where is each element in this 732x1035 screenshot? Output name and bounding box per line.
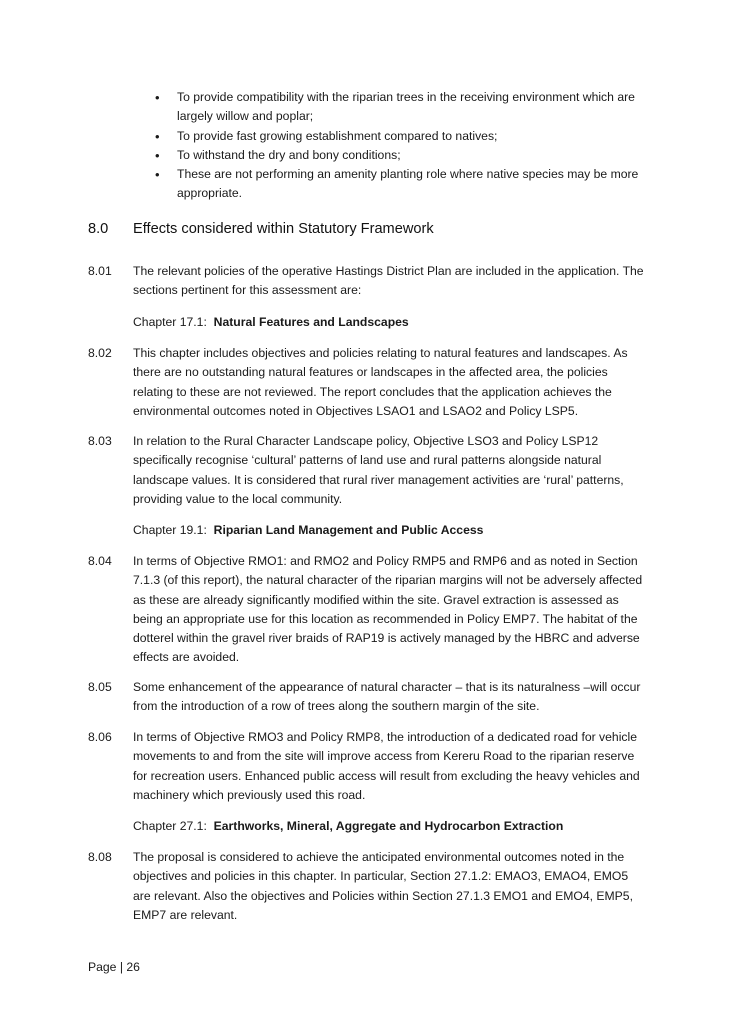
chapter-prefix: Chapter 27.1: [133,819,207,833]
paragraph-number: 8.06 [88,730,112,744]
paragraph-8-04 [88,552,648,668]
chapter-heading [133,313,409,332]
section-heading [88,219,434,239]
chapter-heading [133,817,563,836]
chapter-prefix: Chapter 19.1: [133,523,207,537]
bullet-item [155,165,645,204]
chapter-prefix: Chapter 17.1: [133,315,207,329]
chapter-title: Natural Features and Landscapes [213,315,409,329]
paragraph-8-05 [88,678,648,717]
paragraph-8-02 [88,344,648,421]
bullet-text: To provide compatibility with the riparian trees in the receiving environment which are largely willow and poplar; [177,90,635,124]
chapter-heading [133,521,483,540]
paragraph-number: 8.05 [88,680,112,694]
bullet-text: To withstand the dry and bony conditions; [177,147,401,162]
paragraph-number: 8.03 [88,434,112,448]
paragraph-8-01 [88,262,648,301]
paragraph-8-06 [88,728,648,805]
page-footer [88,958,140,977]
bullet-icon: • [155,167,160,183]
paragraph-text: In relation to the Rural Character Landscape policy, Objective LSO3 and Policy LSP12 specifically recognise ‘cultural’ patterns of land use and rural patterns alongside natural landscape values. It is considered that rural river management activities are ‘rural’ patterns, providing value to the local community. [133,434,624,506]
paragraph-number: 8.04 [88,554,112,568]
paragraph-text: In terms of Objective RMO3 and Policy RMP8, the introduction of a dedicated road for vehicle movements to and from the site will improve access from Kereru Road to the riparian reserve for recreation users. Enhanced public access will result from excluding the heavy vehicles and machinery which previously used this road. [133,730,640,802]
section-title: Effects considered within Statutory Framework [133,221,434,237]
paragraph-text: Some enhancement of the appearance of natural character – that is its naturalness –will occur from the introduction of a row of trees along the southern margin of the site. [133,680,641,714]
paragraph-text: The proposal is considered to achieve the anticipated environmental outcomes noted in the objectives and policies in this chapter. In particular, Section 27.1.2: EMAO3, EMAO4, EMO5 are relevant. Also the objectives and Policies within Section 27.1.3 EMO1 and EMO4, EMP5, EMP7 are relevant. [133,850,633,922]
section-number: 8.0 [88,221,109,237]
chapter-title: Earthworks, Mineral, Aggregate and Hydrocarbon Extraction [213,819,564,833]
paragraph-8-03 [88,432,648,509]
bullet-item [155,146,645,165]
bullet-list [155,88,645,204]
bullet-text: These are not performing an amenity planting role where native species may be more appropriate. [177,167,639,201]
chapter-title: Riparian Land Management and Public Access [213,523,484,537]
paragraph-number: 8.08 [88,850,112,864]
paragraph-text: The relevant policies of the operative Hastings District Plan are included in the application. The sections pertinent for this assessment are: [133,264,644,298]
bullet-text: To provide fast growing establishment compared to natives; [177,128,498,143]
paragraph-text: This chapter includes objectives and policies relating to natural features and landscapes. As there are no outstanding natural features or landscapes in the affected area, the policies relating to these are not reviewed. The report concludes that the application achieves the environmental outcomes noted in Objectives LSAO1 and LSAO2 and Policy LSP5. [133,346,628,418]
paragraph-text: In terms of Objective RMO1: and RMO2 and Policy RMP5 and RMP6 and as noted in Section 7.1.3 (of this report), the natural character of the riparian margins will not be adversely affected as these are already significantly modified within the site. Gravel extraction is assessed as being an appropriate use for this location as recommended in Policy EMP7. The habitat of the dotterel within the gravel river braids of RAP19 is actively managed by the HBRC and adverse effects are avoided. [133,554,643,665]
bullet-item [155,88,645,127]
bullet-icon: • [155,128,160,144]
bullet-icon: • [155,90,160,105]
paragraph-number: 8.02 [88,346,112,360]
paragraph-number: 8.01 [88,264,112,278]
paragraph-8-08 [88,848,648,925]
bullet-icon: • [155,147,160,163]
bullet-item [155,127,645,146]
page-number-label: Page | 26 [88,960,140,974]
